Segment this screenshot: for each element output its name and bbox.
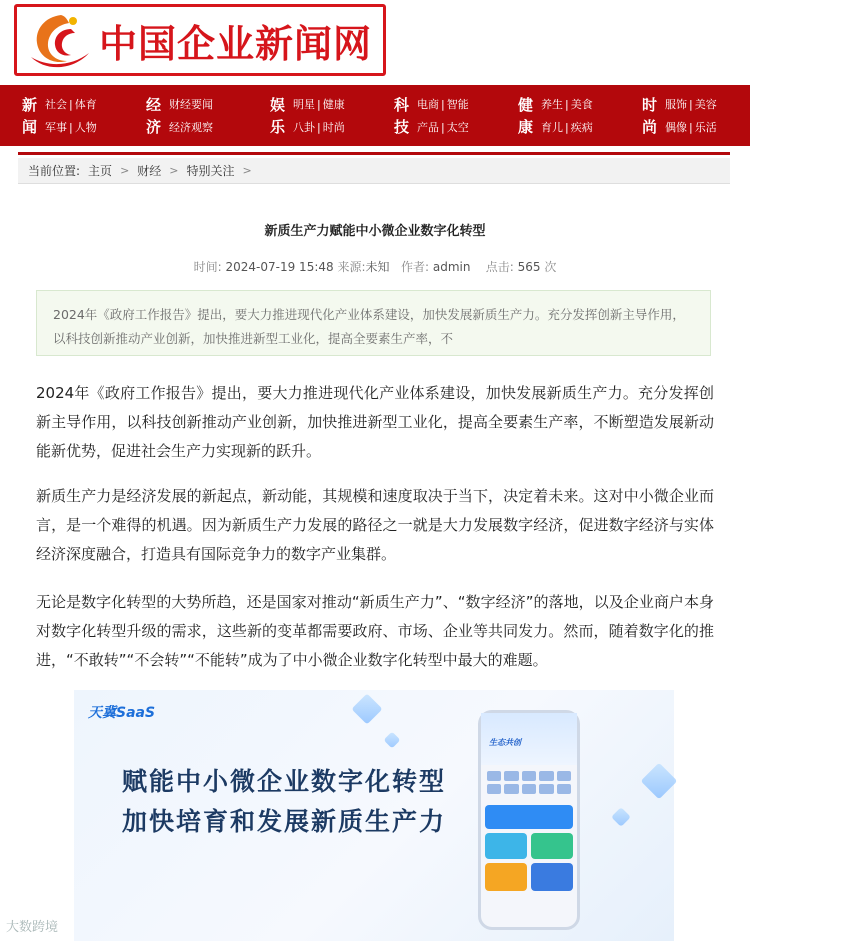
article-paragraph: 2024年《政府工作报告》提出，要大力推进现代化产业体系建设，加快发展新质生产力。充分发挥创新主导作用，以科技创新推动产业创新，加快推进新型工业化，提高全要素生产率，不断塑造发展新动能新优势，促进社会生产力实现新的跃升。 <box>36 384 714 460</box>
nav-link-row <box>45 116 97 139</box>
nav-category-char: 乐 <box>270 117 286 136</box>
nav-link[interactable]: 经济观察 <box>169 120 213 134</box>
nav-link-row <box>169 116 213 139</box>
nav-separator: | <box>689 97 693 111</box>
nav-link[interactable]: 出境游 <box>789 97 822 111</box>
nav-link[interactable]: 时尚 <box>322 120 345 134</box>
site-name: 中国企业新闻网 <box>99 21 373 66</box>
nav-group <box>248 85 372 146</box>
nav-link-row <box>417 93 469 116</box>
nav-link[interactable]: 太空 <box>446 120 469 134</box>
nav-links <box>293 93 345 139</box>
nav-category-char: 旅 <box>766 95 782 114</box>
nav-category[interactable] <box>766 94 782 138</box>
meta-clicks: 565 <box>517 260 541 274</box>
article-paragraph: 新质生产力是经济发展的新起点，新动能，其规模和速度取决于当下，决定着未来。这对中小微企业而言，是一个难得的机遇。因为新质生产力发展的路径之一就是大力发展数字经济，促进数字经济与实体经济深度融合，打造具有国际竞争力的数字产业集群。 <box>36 487 714 563</box>
nav-group <box>372 85 496 146</box>
phone-mockup <box>478 710 580 930</box>
nav-link[interactable]: 八卦 <box>293 120 315 134</box>
meta-source-label: 来源: <box>337 260 366 274</box>
nav-link[interactable]: 财经要闻 <box>169 97 213 111</box>
breadcrumb <box>18 158 730 184</box>
nav-link[interactable]: 周边游 <box>789 120 822 134</box>
nav-category[interactable] <box>22 94 38 138</box>
nav-separator: | <box>69 97 73 111</box>
nav-separator: | <box>441 97 445 111</box>
breadcrumb-label: 当前位置: <box>28 164 81 178</box>
nav-link[interactable]: 体育 <box>74 97 97 111</box>
nav-links <box>541 93 593 139</box>
nav-links <box>665 93 717 139</box>
nav-link-row <box>665 93 717 116</box>
nav-category-char: 康 <box>518 117 534 136</box>
nav-link[interactable]: 人物 <box>74 120 97 134</box>
nav-category-char: 娱 <box>270 95 286 114</box>
nav-link-row <box>293 93 345 116</box>
chevron-right-icon: > <box>120 164 130 177</box>
nav-category[interactable] <box>146 94 162 138</box>
nav-category[interactable] <box>518 94 534 138</box>
nav-link-row <box>789 93 841 116</box>
phone-header <box>481 713 577 765</box>
nav-category-char: 科 <box>394 95 410 114</box>
nav-link-row <box>789 116 841 139</box>
chevron-right-icon: > <box>242 164 252 177</box>
nav-separator: | <box>824 97 828 111</box>
nav-group <box>496 85 620 146</box>
nav-link-row <box>417 116 469 139</box>
meta-time-label: 时间: <box>193 260 222 274</box>
banner-subheadline: 加快培育和发展新质生产力 <box>122 807 447 836</box>
nav-separator: | <box>317 97 321 111</box>
nav-group <box>124 85 248 146</box>
phone-card <box>485 833 527 859</box>
breadcrumb-finance-link[interactable]: 财经 <box>137 164 162 178</box>
phone-card <box>531 863 573 891</box>
phone-card <box>485 805 573 829</box>
nav-link[interactable]: 疾病 <box>570 120 593 134</box>
decor-cube <box>611 807 631 827</box>
nav-link[interactable]: 养生 <box>541 97 563 111</box>
phone-title: 生态共创 <box>489 738 521 747</box>
article-banner-image <box>74 690 674 941</box>
nav-category-char: 游 <box>766 117 782 136</box>
meta-source: 未知 <box>365 260 390 274</box>
nav-link[interactable]: 智能 <box>446 97 469 111</box>
nav-link[interactable]: 健康 <box>322 97 345 111</box>
article-paragraph: 无论是数字化转型的大势所趋，还是国家对推动“新质生产力”、“数字经济”的落地，以及企业商户本身对数字化转型升级的需求，这些新的变革都需要政府、市场、企业等共同发力。然而，随着数字化的推进，“不敢转”“不会转”“不能转”成为了中小微企业数字化转型中最大的难题。 <box>36 593 714 669</box>
banner-brand: 天冀SaaS <box>88 705 156 721</box>
nav-link[interactable]: 军事 <box>45 120 67 134</box>
nav-category[interactable] <box>642 94 658 138</box>
nav-link-row <box>541 93 593 116</box>
nav-link[interactable]: 偶像 <box>665 120 687 134</box>
nav-category-char: 技 <box>394 117 410 136</box>
nav-link[interactable]: 电商 <box>417 97 439 111</box>
banner-headline: 赋能中小微企业数字化转型 <box>122 767 447 796</box>
nav-links <box>169 93 213 139</box>
nav-separator: | <box>824 120 828 134</box>
chevron-right-icon: > <box>169 164 179 177</box>
article-title: 新质生产力赋能中小微企业数字化转型 <box>264 224 486 239</box>
nav-category-char: 经 <box>146 95 162 114</box>
meta-author-label: 作者: <box>400 260 430 274</box>
meta-author: admin <box>432 260 471 274</box>
nav-separator: | <box>69 120 73 134</box>
nav-category-char: 新 <box>22 95 38 114</box>
nav-link-row <box>293 116 345 139</box>
nav-separator: | <box>565 120 569 134</box>
decor-cube <box>641 763 678 800</box>
logo-swirl-icon <box>21 7 97 73</box>
nav-separator: | <box>441 120 445 134</box>
nav-link-row <box>541 116 593 139</box>
meta-clicks-unit: 次 <box>544 260 557 274</box>
nav-link[interactable]: 美食 <box>570 97 593 111</box>
nav-links <box>417 93 469 139</box>
phone-icon-grid <box>481 765 577 800</box>
nav-category-char: 闻 <box>22 117 38 136</box>
nav-separator: | <box>689 120 693 134</box>
phone-card <box>485 863 527 891</box>
nav-link-row <box>169 93 213 116</box>
article-meta <box>0 258 750 275</box>
site-logo[interactable] <box>14 4 386 76</box>
watermark: 大数跨境 <box>6 920 59 935</box>
nav-category-char: 时 <box>642 95 658 114</box>
nav-link[interactable]: 育儿 <box>541 120 563 134</box>
breadcrumb-special-link[interactable]: 特别关注 <box>186 164 235 178</box>
decor-cube <box>351 693 382 724</box>
nav-links <box>789 93 841 139</box>
nav-link[interactable]: 产品 <box>417 120 439 134</box>
nav-separator: | <box>317 120 321 134</box>
phone-card <box>531 833 573 859</box>
nav-link[interactable]: 自 <box>829 120 841 134</box>
nav-category-char: 济 <box>146 117 162 136</box>
decor-cube <box>384 732 401 749</box>
article-summary: 2024年《政府工作报告》提出，要大力推进现代化产业体系建设，加快发展新质生产力。充分发挥创新主导作用，以科技创新推动产业创新，加快推进新型工业化，提高全要素生产率，不 <box>36 290 711 356</box>
nav-link[interactable]: 明星 <box>293 97 315 111</box>
nav-link[interactable]: 社会 <box>45 97 67 111</box>
nav-link-row <box>665 116 717 139</box>
nav-link-row <box>45 93 97 116</box>
nav-category[interactable] <box>394 94 410 138</box>
meta-time: 2024-07-19 15:48 <box>225 260 334 274</box>
nav-divider <box>18 152 730 155</box>
nav-link[interactable]: 服饰 <box>665 97 687 111</box>
breadcrumb-home-link[interactable]: 主页 <box>88 164 113 178</box>
nav-category-char: 健 <box>518 95 534 114</box>
nav-link[interactable]: 乐活 <box>694 120 717 134</box>
nav-link[interactable]: 美容 <box>694 97 717 111</box>
meta-clicks-label: 点击: <box>485 260 514 274</box>
nav-links <box>45 93 97 139</box>
nav-group <box>620 85 744 146</box>
nav-category[interactable] <box>270 94 286 138</box>
nav-category-char: 尚 <box>642 117 658 136</box>
nav-group <box>744 85 868 146</box>
nav-group <box>0 85 124 146</box>
main-nav <box>0 85 841 146</box>
nav-separator: | <box>565 97 569 111</box>
